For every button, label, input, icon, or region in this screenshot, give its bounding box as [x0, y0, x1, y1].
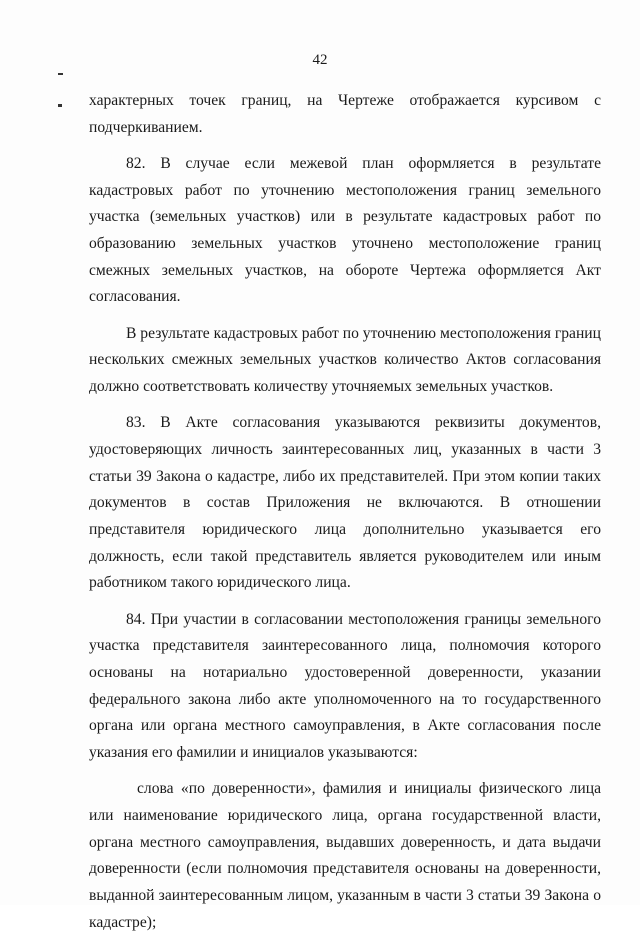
paragraph-continuation: характерных точек границ, на Чертеже отображается курсивом с подчеркиванием. — [89, 92, 601, 136]
paragraph-82: 82. В случае если межевой план оформляется в результате кадастровых работ по уточнению местоположения границ земельного участка (земельных участков) или в результате кадастровых работ по образованию земельных участков уточнено местоположение границ смежных земельных участков, на обороте Чертежа оформляется Акт согласования. — [89, 154, 601, 306]
scan-mark — [58, 104, 62, 107]
paragraph-84-item: слова «по доверенности», фамилия и инициалы физического лица или наименование юридического лица, органа государственной власти, органа местного самоуправления, выдавших доверенность, и дата выдачи доверенности (если полномочия представителя основаны на доверенности, выданной заинтересованным лицом, указанным в части 3 статьи 39 Закона о кадастре); — [89, 780, 601, 931]
paragraph-82-continued: В результате кадастровых работ по уточнению местоположения границ нескольких смежных земельных участков количество Актов согласования должно соответствовать количеству уточняемых земельных участков. — [89, 324, 601, 396]
paragraph-83: 83. В Акте согласования указываются реквизиты документов, удостоверяющих личность заинтересованных лиц, указанных в части 3 статьи 39 Закона о кадастре, либо их представителей. При этом копии таких документов в состав Приложения не включаются. В отношении представителя юридического лица дополнительно указывается его должность, если такой представитель является руководителем или иным работником такого юридического лица. — [89, 414, 601, 592]
scan-mark — [58, 73, 63, 75]
paragraph-84: 84. При участии в согласовании местоположения границы земельного участка представителя заинтересованного лица, полномочия которого основаны на нотариально удостоверенной доверенности, указании федерального закона либо акте уполномоченного на то государственного органа или органа местного самоуправления, в Акте согласования после указания его фамилии и инициалов указываются: — [89, 610, 601, 762]
document-body — [89, 88, 601, 946]
page-number: 42 — [312, 52, 328, 68]
